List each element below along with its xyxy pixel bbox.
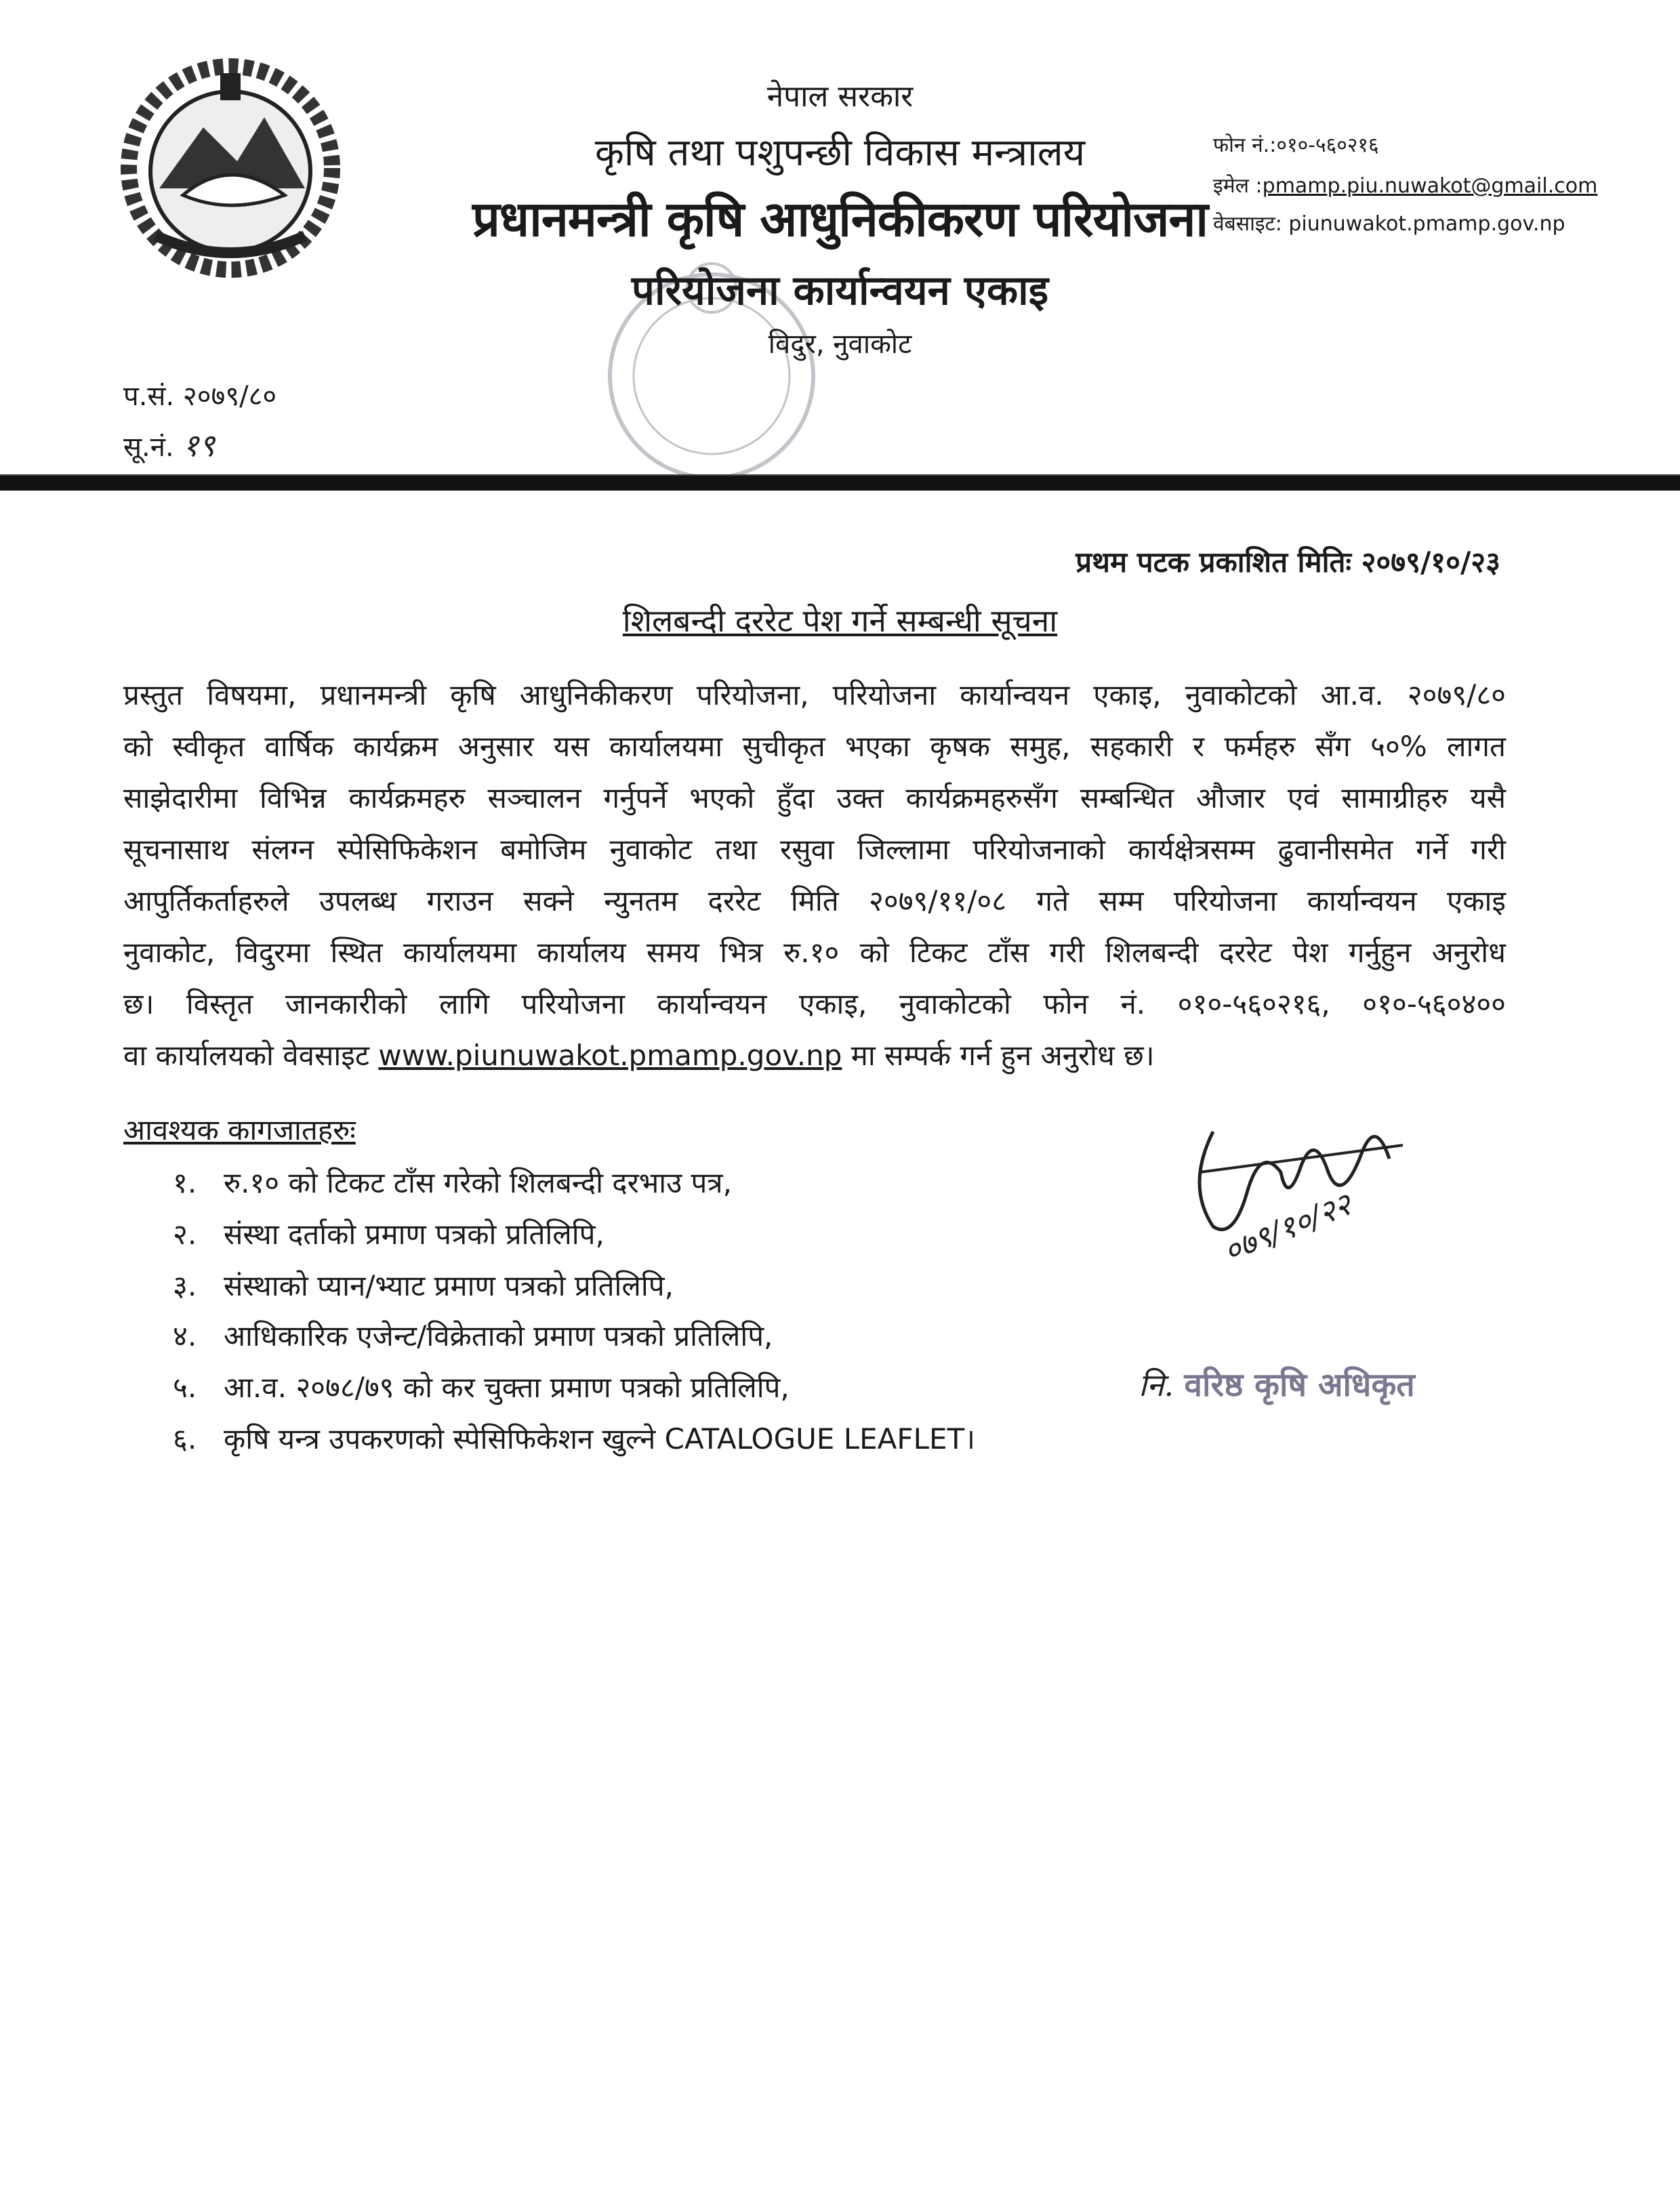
header-divider	[0, 474, 1680, 491]
requirement-item: ५. आ.व. २०७८/७९ को कर चुक्ता प्रमाण पत्रको प्रतिलिपि,	[173, 1371, 790, 1404]
requirement-item: २. संस्था दर्ताको प्रमाण पत्रको प्रतिलिपि,	[173, 1218, 605, 1251]
contact-email	[1213, 171, 1597, 199]
body-line: छ। विस्तृत जानकारीको लागि परियोजना कार्यान्वयन एकाइ, नुवाकोटको फोन नं. ०१०-५६०२१६, ०१०-५६०४००	[123, 987, 1506, 1020]
body-line: साझेदारीमा विभिन्न कार्यक्रमहरु सञ्चालन गर्नुपर्ने भएको हुँदा उक्त कार्यक्रमहरुसँग सम्बन्धित औजार एवं सामाग्रीहरु यसै	[123, 781, 1506, 814]
government-name: नेपाल सरकार	[766, 79, 914, 114]
notice-title: शिलबन्दी दररेट पेश गर्ने सम्बन्धी सूचना	[622, 602, 1058, 639]
unit-name: परियोजना कार्यान्वयन एकाइ	[631, 267, 1049, 314]
requirement-item: ४. आधिकारिक एजेन्ट/विक्रेताको प्रमाण पत्रको प्रतिलिपि,	[173, 1319, 773, 1353]
requirement-item: ६. कृषि यन्त्र उपकरणको स्पेसिफिकेशन खुल्ने CATALOGUE LEAFLET।	[173, 1422, 976, 1456]
office-location: विदुर, नुवाकोट	[768, 329, 912, 360]
website-label: वेबसाइट:	[1213, 212, 1289, 236]
body-line: नुवाकोट, विदुरमा स्थित कार्यालयमा कार्यालय समय भित्र रु.१० को टिकट टाँस गरी शिलबन्दी दररेट पेश गर्नुहुन अनुरोध	[123, 936, 1506, 969]
signatory-designation: नि. वरिष्ठ कृषि अधिकृत	[1139, 1366, 1415, 1404]
requirements-heading: आवश्यक कागजातहरुः	[123, 1113, 356, 1147]
ministry-name: कृषि तथा पशुपन्छी विकास मन्त्रालय	[594, 131, 1086, 175]
website-link[interactable]: www.piunuwakot.pmamp.gov.np	[378, 1039, 842, 1072]
website-text[interactable]: piunuwakot.pmamp.gov.np	[1288, 212, 1565, 236]
requirement-item: ३. संस्थाको प्यान/भ्याट प्रमाण पत्रको प्रतिलिपि,	[173, 1269, 674, 1302]
email-link[interactable]: pmamp.piu.nuwakot@gmail.com	[1262, 174, 1598, 198]
body-line: को स्वीकृत वार्षिक कार्यक्रम अनुसार यस कार्यालयमा सुचीकृत भएका कृषक समुह, सहकारी र फर्महरु सँग ५०% लागत	[123, 730, 1506, 763]
email-label: इमेल :	[1213, 174, 1263, 198]
body-line: प्रस्तुत विषयमा, प्रधानमन्त्री कृषि आधुनिकीकरण परियोजना, परियोजना कार्यान्वयन एकाइ, नुवाकोटको आ.व. २०७९/८०	[123, 678, 1506, 711]
body-line: सूचनासाथ संलग्न स्पेसिफिकेशन बमोजिम नुवाकोट तथा रसुवा जिल्लामा परियोजनाको कार्यक्षेत्रसम्म ढुवानीसमेत गर्ने गरी	[123, 833, 1506, 866]
body-line: आपुर्तिकर्ताहरुले उपलब्ध गराउन सक्ने न्युनतम दररेट मिति २०७९/११/०८ गते सम्म परियोजना कार्यान्वयन एकाइ	[123, 884, 1506, 917]
published-date: प्रथम पटक प्रकाशित मितिः २०७९/१०/२३	[1075, 545, 1500, 579]
project-name: प्रधानमन्त्री कृषि आधुनिकीकरण परियोजना	[472, 190, 1208, 247]
serial-number: सू.नं. १९	[123, 427, 216, 463]
requirement-item: १. रु.१० को टिकट टाँस गरेको शिलबन्दी दरभाउ पत्र,	[173, 1166, 732, 1199]
contact-website	[1213, 209, 1565, 236]
handwritten-signature	[1172, 1091, 1430, 1287]
body-line-last: वा कार्यालयको वेवसाइट www.piunuwakot.pmamp.gov.np मा सम्पर्क गर्न हुन अनुरोध छ।	[123, 1039, 1155, 1072]
contact-phone: फोन नं.:०१०-५६०२१६	[1213, 133, 1379, 157]
reference-number: प.सं. २०७९/८०	[123, 381, 277, 412]
signature-date: ०७९/१०/२२	[1218, 1185, 1357, 1271]
